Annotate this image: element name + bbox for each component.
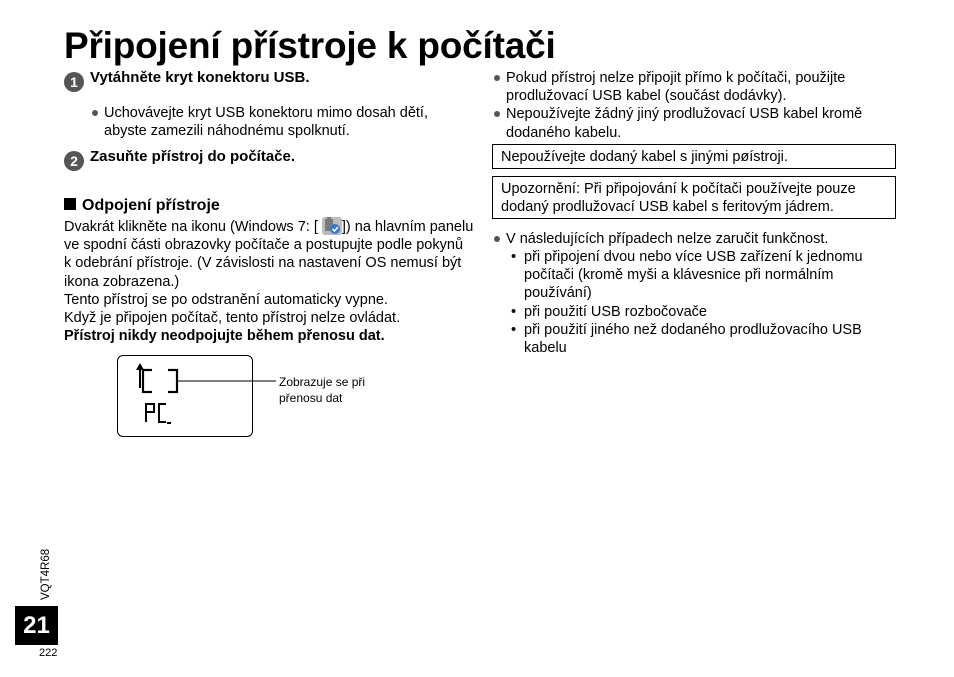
paragraph-text-1: Dvakrát klikněte na ikonu (Windows 7: [ bbox=[64, 219, 318, 235]
guarantee-bullets bbox=[492, 230, 902, 248]
guarantee-sub-bullets bbox=[492, 248, 902, 357]
disconnect-instructions bbox=[64, 217, 474, 345]
page-title: Připojení přístroje k počítači bbox=[64, 25, 556, 66]
step-1-text: Vytáhněte kryt konektoru USB. bbox=[90, 69, 310, 86]
list-item: Uchovávejte kryt USB konektoru mimo dosah dětí, abyste zamezili náhodnému spolknutí. bbox=[90, 104, 470, 140]
step-2-badge: 2 bbox=[64, 151, 84, 171]
step-1-badge: 1 bbox=[64, 72, 84, 92]
lcd-caption: Zobrazuje se při přenosu dat bbox=[279, 375, 366, 405]
list-item: Nepoužívejte žádný jiný prodlužovací USB kabel kromě dodaného kabelu. bbox=[492, 105, 892, 141]
cable-notice-box: Nepoužívejte dodaný kabel s jinými pøístroji. bbox=[492, 144, 896, 169]
document-code: VQT4R68 bbox=[40, 548, 52, 600]
small-page-number: 222 bbox=[39, 647, 58, 659]
section-heading-text: Odpojení přístroje bbox=[82, 197, 220, 214]
list-item: V následujících případech nelze zaručit funkčnost. bbox=[492, 230, 902, 248]
list-item: • při připojení dvou nebo více USB zařízení k jednomu počítači (kromě myši a klávesnice při normálním používání) bbox=[492, 248, 902, 303]
section-heading bbox=[64, 196, 220, 216]
lcd-transfer-glyph bbox=[118, 356, 252, 436]
paragraph-text-2: ]) na hlavním panelu ve spodní části obrazovky počítače a postupujte podle pokynů k odebrání přístroje. (V závislosti na nastavení OS nemusí být ikona zobrazena.) bbox=[64, 219, 474, 290]
page-number-tab: 21 bbox=[15, 606, 58, 645]
step-1-bullets bbox=[90, 104, 470, 140]
no-operation-note: Když je připojen počítač, tento přístroj nelze ovládat. bbox=[64, 310, 401, 327]
instruction-paragraph bbox=[64, 217, 474, 291]
lcd-display-illustration bbox=[117, 355, 253, 437]
list-item: Pokud přístroj nelze připojit přímo k počítači, použijte prodlužovací USB kabel (součást dodávky). bbox=[492, 69, 892, 105]
usb-safely-remove-icon bbox=[322, 217, 342, 235]
step-2-text: Zasuňte přístroj do počítače. bbox=[90, 148, 296, 165]
callout-line bbox=[176, 375, 280, 387]
list-item: • při použití USB rozbočovače bbox=[492, 303, 902, 321]
cable-bullets bbox=[492, 69, 892, 142]
list-item: • při použití jiného než dodaného prodlužovacího USB kabelu bbox=[492, 321, 902, 357]
ferrite-warning-box: Upozornění: Při připojování k počítači používejte pouze dodaný prodlužovací USB kabel s feritovým jádrem. bbox=[492, 176, 896, 219]
warning-text: Přístroj nikdy neodpojujte během přenosu dat. bbox=[64, 328, 385, 345]
square-bullet-icon bbox=[64, 198, 76, 210]
auto-off-note: Tento přístroj se po odstranění automaticky vypne. bbox=[64, 291, 389, 308]
